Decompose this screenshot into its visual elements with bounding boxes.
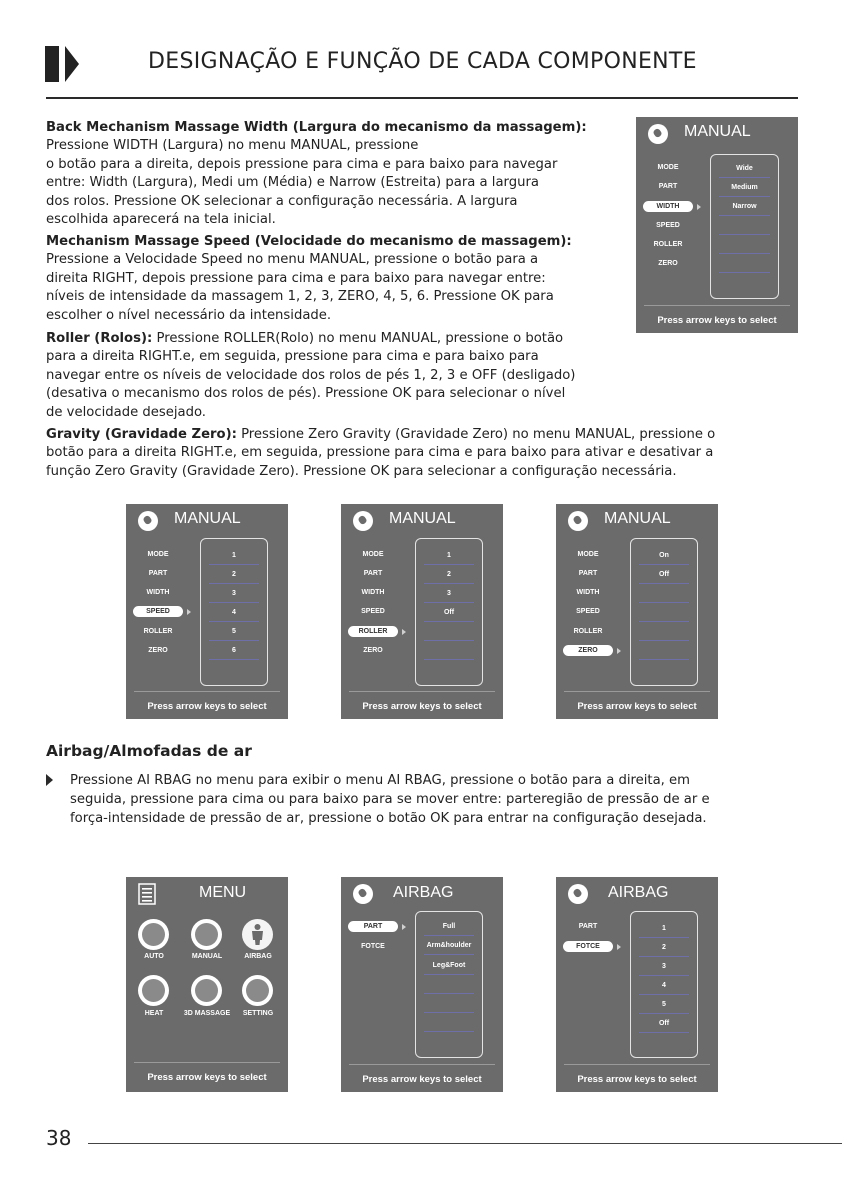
menu-item-roller[interactable]: ROLLER: [573, 628, 603, 635]
text-line: escolhida aparecerá na tela inicial.: [46, 212, 276, 228]
header-divider: [46, 97, 798, 99]
roller-heading: Roller (Rolos):: [46, 331, 153, 346]
text-line: para a direita RIGHT.e, em seguida, pressione para cima e para baixo para: [46, 349, 539, 365]
screen-manual-speed: [126, 504, 288, 719]
text-line: força-intensidade de pressão de ar, pressione o botão OK para entrar na configuração desejada.: [70, 811, 707, 826]
menu-item-mode[interactable]: MODE: [362, 551, 384, 558]
text-line: níveis de intensidade da massagem 1, 2, 3, ZERO, 4, 5, 6. Pressione OK para: [46, 289, 554, 305]
gravity-section: [46, 426, 806, 481]
screen-hint: Press arrow keys to select: [577, 701, 697, 712]
right-arrow-icon: [617, 944, 621, 950]
menu-item-zero[interactable]: ZERO: [148, 647, 168, 654]
screen-airbag-part: [341, 877, 503, 1092]
screen-title: MANUAL: [389, 510, 456, 527]
screen-title: MANUAL: [684, 123, 751, 140]
menu-list-icon: [138, 883, 156, 905]
screen-hint: Press arrow keys to select: [362, 1074, 482, 1085]
options-box: [710, 154, 779, 299]
menu-item-width[interactable]: WIDTH: [361, 589, 385, 596]
text-line: de velocidade desejado.: [46, 404, 206, 420]
option-3[interactable]: 3: [232, 590, 236, 597]
airbag-heading: Airbag/Almofadas de ar: [46, 742, 252, 760]
manual-hand-icon[interactable]: [191, 919, 222, 950]
text-line: Pressione AI RBAG no menu para exibir o menu AI RBAG, pressione o botão para a direita, em: [70, 773, 691, 788]
screen-airbag-force: [556, 877, 718, 1092]
right-arrow-icon: [402, 924, 406, 930]
screen-title: MANUAL: [174, 510, 241, 527]
massage-hand-icon: [138, 511, 158, 531]
menu-item-roller[interactable]: ROLLER: [653, 241, 683, 248]
text-line: dos rolos. Pressione OK selecionar a configuração necessária. A largura: [46, 193, 518, 209]
option-2[interactable]: 2: [447, 571, 451, 578]
option-1[interactable]: 1: [662, 925, 666, 932]
screen-title: AIRBAG: [608, 884, 669, 901]
menu-item-mode[interactable]: MODE: [147, 551, 169, 558]
airbag-body-icon: [568, 884, 588, 904]
screen-manual-width: [636, 117, 798, 333]
auto-icon[interactable]: [138, 919, 169, 950]
menu-item-part[interactable]: PART: [658, 183, 678, 190]
screen-title: MANUAL: [604, 510, 671, 527]
options-box: [415, 538, 483, 686]
menu-label-airbag: AIRBAG: [244, 953, 272, 960]
screen-hint: Press arrow keys to select: [362, 701, 482, 712]
section-marker-icon: [45, 46, 89, 82]
heat-flame-icon[interactable]: [138, 975, 169, 1006]
option-3[interactable]: 3: [662, 963, 666, 970]
option-full[interactable]: Full: [442, 923, 456, 930]
menu-item-roller[interactable]: ROLLER: [348, 626, 398, 637]
massage-hand-icon: [568, 511, 588, 531]
massage-hand-icon: [353, 511, 373, 531]
text-line: o botão para a direita, depois pressione para cima e para baixo para navegar: [46, 156, 558, 172]
massage-hand-icon: [648, 124, 668, 144]
text-line: botão para a direita RIGHT.e, em seguida, pressione para cima e para baixo para ativar e desativar a: [46, 445, 714, 461]
screen-manual-zero: [556, 504, 718, 719]
menu-label-3d-massage: 3D MASSAGE: [183, 1010, 231, 1017]
menu-item-part[interactable]: PART: [148, 570, 168, 577]
menu-item-mode[interactable]: MODE: [577, 551, 599, 558]
menu-item-zero[interactable]: ZERO: [658, 260, 678, 267]
menu-item-speed[interactable]: SPEED: [576, 608, 600, 615]
menu-item-part[interactable]: PART: [578, 923, 598, 930]
text-line: entre: Width (Largura), Medi um (Média) e Narrow (Estreita) para a largura: [46, 175, 539, 191]
options-box: [415, 911, 483, 1058]
menu-item-part[interactable]: PART: [363, 570, 383, 577]
page-title: DESIGNAÇÃO E FUNÇÃO DE CADA COMPONENTE: [148, 49, 697, 74]
airbag-body-icon[interactable]: [242, 919, 273, 950]
right-arrow-icon: [697, 204, 701, 210]
option-1[interactable]: 1: [447, 552, 451, 559]
menu-label-setting: SETTING: [242, 1010, 274, 1017]
option-arm-shoulder[interactable]: Arm&houlder: [426, 942, 472, 949]
right-arrow-icon: [187, 609, 191, 615]
right-arrow-icon: [402, 629, 406, 635]
speed-section: [46, 233, 626, 325]
screen-hint: Press arrow keys to select: [147, 1072, 267, 1083]
settings-gear-icon[interactable]: [242, 975, 273, 1006]
gravity-heading: Gravity (Gravidade Zero):: [46, 427, 237, 442]
text-line: Pressione ROLLER(Rolo) no menu MANUAL, pressione o botão: [152, 331, 564, 346]
menu-item-mode[interactable]: MODE: [657, 164, 679, 171]
menu-item-force[interactable]: FOTCE: [563, 941, 613, 952]
right-arrow-icon: [617, 648, 621, 654]
airbag-section: [70, 771, 810, 828]
text-line: Pressione a Velocidade Speed no menu MANUAL, pressione o botão para a: [46, 252, 539, 268]
text-line: função Zero Gravity (Gravidade Zero). Pressione OK para selecionar a configuração necessária.: [46, 463, 677, 479]
option-off[interactable]: Off: [658, 571, 670, 578]
options-box: [630, 538, 698, 686]
width-section: [46, 119, 626, 229]
option-wide[interactable]: Wide: [736, 165, 753, 172]
menu-item-zero[interactable]: ZERO: [363, 647, 383, 654]
option-off[interactable]: Off: [658, 1020, 670, 1027]
text-line: direita RIGHT, depois pressione para cima e para baixo para navegar entre:: [46, 270, 546, 286]
menu-item-part[interactable]: PART: [348, 921, 398, 932]
width-heading: Back Mechanism Massage Width (Largura do mecanismo da massagem):: [46, 120, 587, 135]
options-box: [630, 911, 698, 1058]
screen-title: AIRBAG: [393, 884, 454, 901]
screen-hint: Press arrow keys to select: [147, 701, 267, 712]
screen-manual-roller: [341, 504, 503, 719]
options-box: [200, 538, 268, 686]
menu-item-width[interactable]: WIDTH: [576, 589, 600, 596]
menu-item-roller[interactable]: ROLLER: [143, 628, 173, 635]
screen-hint: Press arrow keys to select: [657, 315, 777, 326]
text-line: (desativa o mecanismo dos rolos de pés). Pressione OK para selecionar o nível: [46, 386, 566, 402]
menu-item-speed[interactable]: SPEED: [133, 606, 183, 617]
option-medium[interactable]: Medium: [731, 184, 758, 191]
menu-item-force[interactable]: FOTCE: [361, 943, 385, 950]
menu-label-manual: MANUAL: [191, 953, 223, 960]
option-2[interactable]: 2: [662, 944, 666, 951]
option-narrow[interactable]: Narrow: [732, 203, 757, 210]
option-4[interactable]: 4: [662, 982, 666, 989]
option-leg-foot[interactable]: Leg&Foot: [432, 962, 466, 969]
airbag-body-icon: [353, 884, 373, 904]
screen-hint: Press arrow keys to select: [577, 1074, 697, 1085]
page-number: 38: [46, 1126, 72, 1150]
3d-icon[interactable]: [191, 975, 222, 1006]
footer-divider: [88, 1143, 842, 1144]
screen-main-menu: [126, 877, 288, 1092]
bullet-arrow-icon: [46, 774, 53, 786]
option-5[interactable]: 5: [662, 1001, 666, 1008]
option-1[interactable]: 1: [232, 552, 236, 559]
roller-section: [46, 330, 636, 422]
option-2[interactable]: 2: [232, 571, 236, 578]
option-off[interactable]: Off: [443, 609, 455, 616]
text-line: Pressione Zero Gravity (Gravidade Zero) no menu MANUAL, pressione o: [236, 427, 716, 442]
menu-label-auto: AUTO: [144, 953, 164, 960]
screen-title: MENU: [199, 884, 247, 901]
option-6[interactable]: 6: [232, 647, 236, 654]
text-line: Pressione WIDTH (Largura) no menu MANUAL, pressione: [46, 138, 419, 154]
text-line: navegar entre os níveis de velocidade dos rolos de pés 1, 2, 3 e OFF (desligado): [46, 367, 576, 383]
menu-item-zero[interactable]: ZERO: [563, 645, 613, 656]
menu-item-speed[interactable]: SPEED: [656, 222, 680, 229]
option-5[interactable]: 5: [232, 628, 236, 635]
menu-item-speed[interactable]: SPEED: [361, 608, 385, 615]
speed-heading: Mechanism Massage Speed (Velocidade do mecanismo de massagem):: [46, 234, 572, 249]
option-on[interactable]: On: [659, 552, 669, 559]
menu-item-part[interactable]: PART: [578, 570, 598, 577]
text-line: escolher o nível necessário da intensidade.: [46, 307, 332, 323]
menu-item-width[interactable]: WIDTH: [643, 201, 693, 212]
text-line: seguida, pressione para cima ou para baixo para se mover entre: parteregião de pressão de ar e: [70, 792, 710, 807]
menu-label-heat: HEAT: [144, 1010, 164, 1017]
menu-item-width[interactable]: WIDTH: [146, 589, 170, 596]
option-4[interactable]: 4: [232, 609, 236, 616]
option-3[interactable]: 3: [447, 590, 451, 597]
